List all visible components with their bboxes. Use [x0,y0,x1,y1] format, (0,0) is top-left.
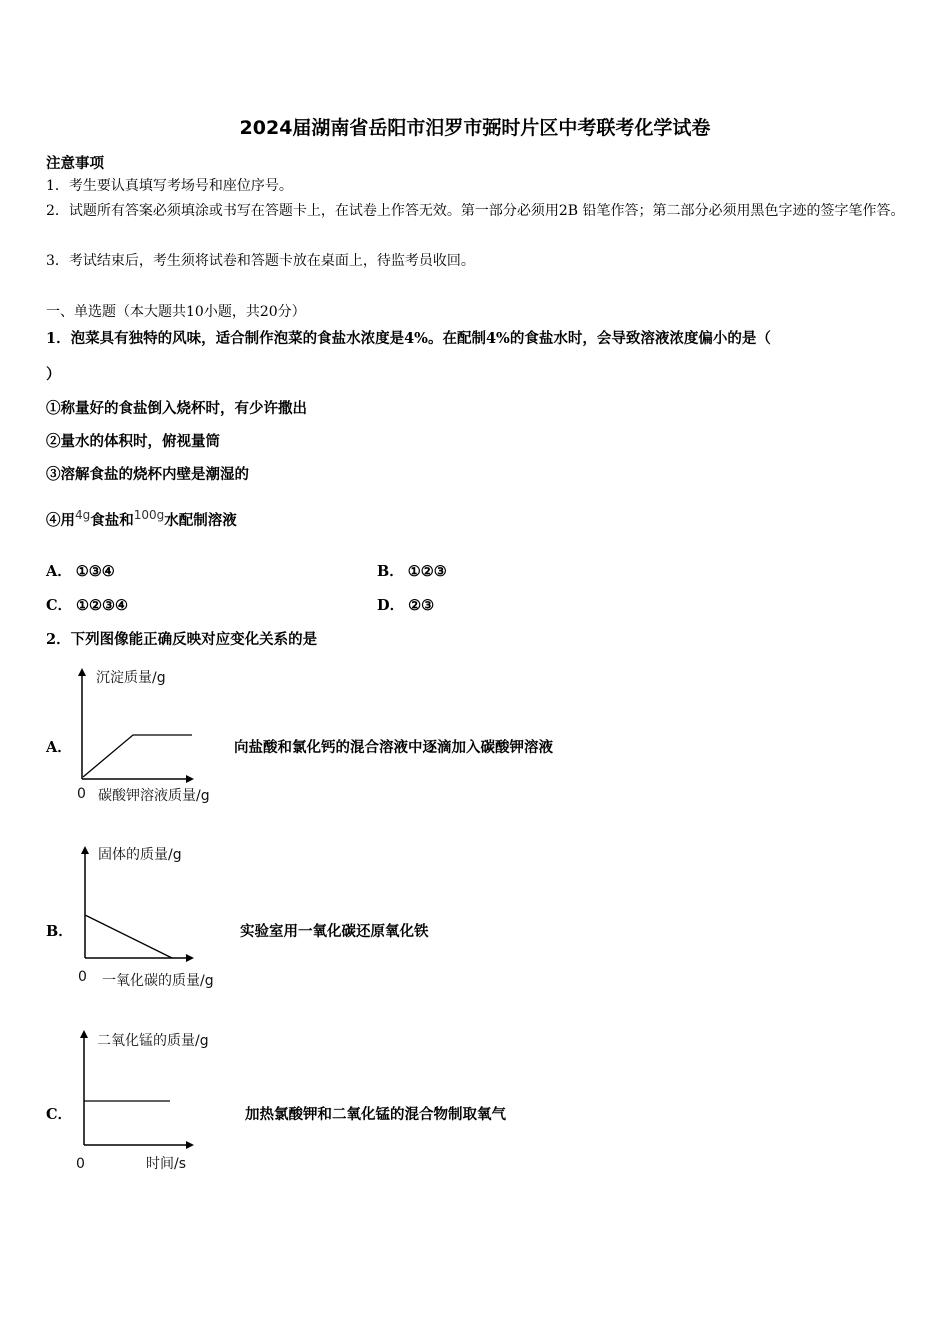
data-curve [83,735,192,777]
q1-statement-2: ②量水的体积时，俯视量筒 [46,433,220,450]
q1-statement-4-prefix: ④用 [46,512,75,529]
q1-option-a[interactable] [46,560,115,581]
q1-option-d[interactable] [377,594,434,615]
graph-c-description: 加热氯酸钾和二氧化锰的混合物制取氧气 [245,1106,506,1123]
mass-4g: 4g [75,508,91,522]
option-text: ①③④ [75,563,115,580]
section-heading: 一、单选题（本大题共10小题，共20分） [46,304,306,320]
q1-statement-4-suffix: 水配制溶液 [164,512,237,529]
graph-a-description: 向盐酸和氯化钙的混合溶液中逐滴加入碳酸钾溶液 [234,739,553,756]
y-axis-label: 固体的质量/g [98,847,182,863]
option-text: ①②③ [407,563,447,580]
notice-item-2: 2．试题所有答案必须填涂或书写在答题卡上，在试卷上作答无效。第一部分必须用2B 铅笔作答；第二部分必须用黑色字迹的签字笔作答。 [46,203,905,219]
q2-option-b-letter[interactable]: B． [46,923,73,940]
graph-a [70,660,240,810]
q1-stem-line2: ） [46,366,61,383]
notice-heading: 注意事项 [46,155,104,172]
graph-b [70,838,245,993]
x-axis-label: 一氧化碳的质量/g [102,973,214,989]
notice-item-1: 1．考生要认真填写考场号和座位序号。 [46,178,293,194]
q1-statement-4-mid: 食盐和 [90,512,134,529]
graph-b-description: 实验室用一氧化碳还原氧化铁 [240,923,429,940]
option-text: ②③ [408,597,435,614]
option-letter: C． [46,597,73,614]
option-letter: D． [377,597,405,614]
q2-option-a-letter[interactable]: A． [46,739,72,756]
data-curve [85,915,172,958]
option-text: ①②③④ [76,597,129,614]
q2-option-c-letter[interactable]: C． [46,1106,73,1123]
graph-c [70,1024,245,1174]
notice-item-3: 3．考试结束后，考生须将试卷和答题卡放在桌面上，待监考员收回。 [46,253,475,269]
origin-label: 0 [77,786,86,802]
origin-label: 0 [78,969,87,985]
option-letter: A． [46,563,72,580]
q1-statement-4 [46,509,237,530]
y-axis-label: 沉淀质量/g [96,670,166,686]
q1-option-b[interactable] [377,560,447,581]
page-title: 2024届湖南省岳阳市汨罗市弼时片区中考联考化学试卷 [239,117,711,139]
q1-option-c[interactable] [46,594,128,615]
q2-stem: 2．下列图像能正确反映对应变化关系的是 [46,631,318,648]
x-axis-label: 时间/s [146,1156,187,1172]
q1-statement-3: ③溶解食盐的烧杯内壁是潮湿的 [46,466,249,483]
y-axis-label: 二氧化锰的质量/g [97,1033,209,1049]
option-letter: B． [377,563,404,580]
mass-100g: 100g [133,508,165,522]
q1-stem-line1: 1．泡菜具有独特的风味，适合制作泡菜的食盐水浓度是4%。在配制4%的食盐水时，会导致溶液浓度偏小的是（ [46,330,771,347]
origin-label: 0 [76,1156,85,1172]
x-axis-label: 碳酸钾溶液质量/g [98,788,210,804]
q1-statement-1: ①称量好的食盐倒入烧杯时，有少许撒出 [46,400,307,417]
